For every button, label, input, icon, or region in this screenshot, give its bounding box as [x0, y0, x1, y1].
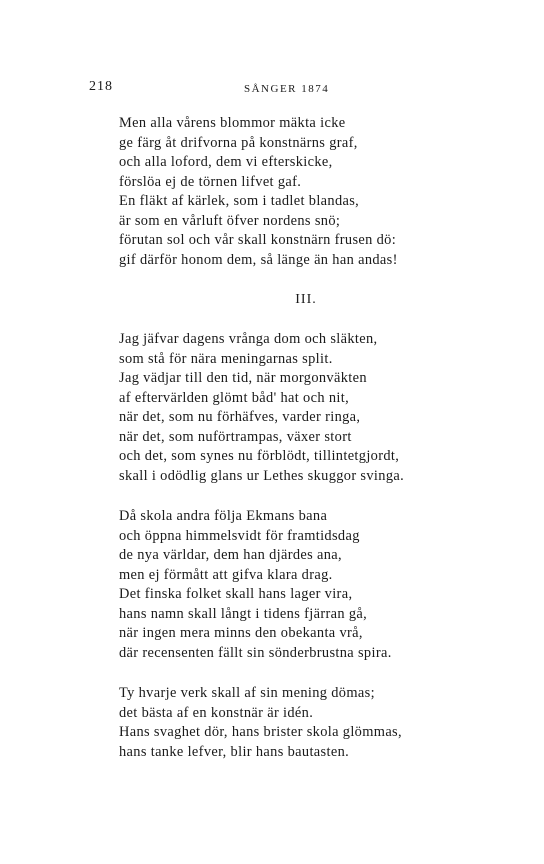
verse-line: men ej förmått att gifva klara drag.	[119, 566, 333, 583]
verse-line: af eftervärlden glömt båd' hat och nit,	[119, 389, 350, 406]
verse-line: hans tanke lefver, blir hans bautasten.	[119, 743, 350, 760]
verse-line: och öppna himmelsvidt för framtidsdag	[119, 527, 360, 544]
verse-line: gif därför honom dem, så länge än han andas!	[119, 251, 398, 268]
verse-line: när det, som nu förhäfves, varder ringa,	[119, 409, 361, 425]
poem-body	[119, 114, 469, 762]
verse-line: Jag jäfvar dagens vrånga dom och släkten,	[119, 331, 378, 347]
verse-line: de nya världar, dem han djärdes ana,	[119, 547, 342, 563]
stanza-1	[119, 114, 469, 270]
verse-line: skall i odödlig glans ur Lethes skuggor svinga.	[119, 467, 405, 484]
verse-line: förslöa ej de törnen lifvet gaf.	[119, 173, 302, 190]
verse-line: Då skola andra följa Ekmans bana	[119, 508, 328, 524]
verse-line: Hans svaghet dör, hans brister skola glömmas,	[119, 724, 402, 740]
stanza-gap	[119, 663, 469, 684]
stanza-4	[119, 684, 469, 762]
stanza-3	[119, 507, 469, 663]
verse-line: som stå för nära meningarnas split.	[119, 350, 333, 367]
verse-line: hans namn skall långt i tidens fjärran gå,	[119, 605, 368, 622]
verse-line: Jag vädjar till den tid, när morgonväkten	[119, 370, 367, 386]
verse-line: är som en vårluft öfver nordens snö;	[119, 212, 341, 229]
section-heading: III.	[295, 292, 317, 307]
verse-line: Ty hvarje verk skall af sin mening dömas;	[119, 685, 375, 701]
verse-line: Men alla vårens blommor mäkta icke	[119, 115, 346, 131]
verse-line: och alla loford, dem vi efterskicke,	[119, 154, 333, 170]
verse-line: och det, som synes nu förblödt, tillintetgjordt,	[119, 448, 400, 464]
verse-line: där recensenten fällt sin sönderbrustna spira.	[119, 644, 392, 661]
verse-line: när ingen mera minns den obekanta vrå,	[119, 625, 363, 641]
running-title: SÅNGER 1874	[244, 83, 330, 95]
verse-line: En fläkt af kärlek, som i tadlet blandas,	[119, 193, 360, 209]
stanza-gap	[119, 486, 469, 507]
verse-line: ge färg åt drifvorna på konstnärns graf,	[119, 134, 358, 151]
verse-line: förutan sol och vår skall konstnärn frusen dö:	[119, 232, 397, 248]
verse-line: Det finska folket skall hans lager vira,	[119, 586, 353, 602]
verse-line: när det, som nuförtrampas, växer stort	[119, 428, 352, 445]
stanza-2	[119, 330, 469, 486]
page-number: 218	[89, 79, 113, 94]
verse-line: det bästa af en konstnär är idén.	[119, 704, 314, 721]
